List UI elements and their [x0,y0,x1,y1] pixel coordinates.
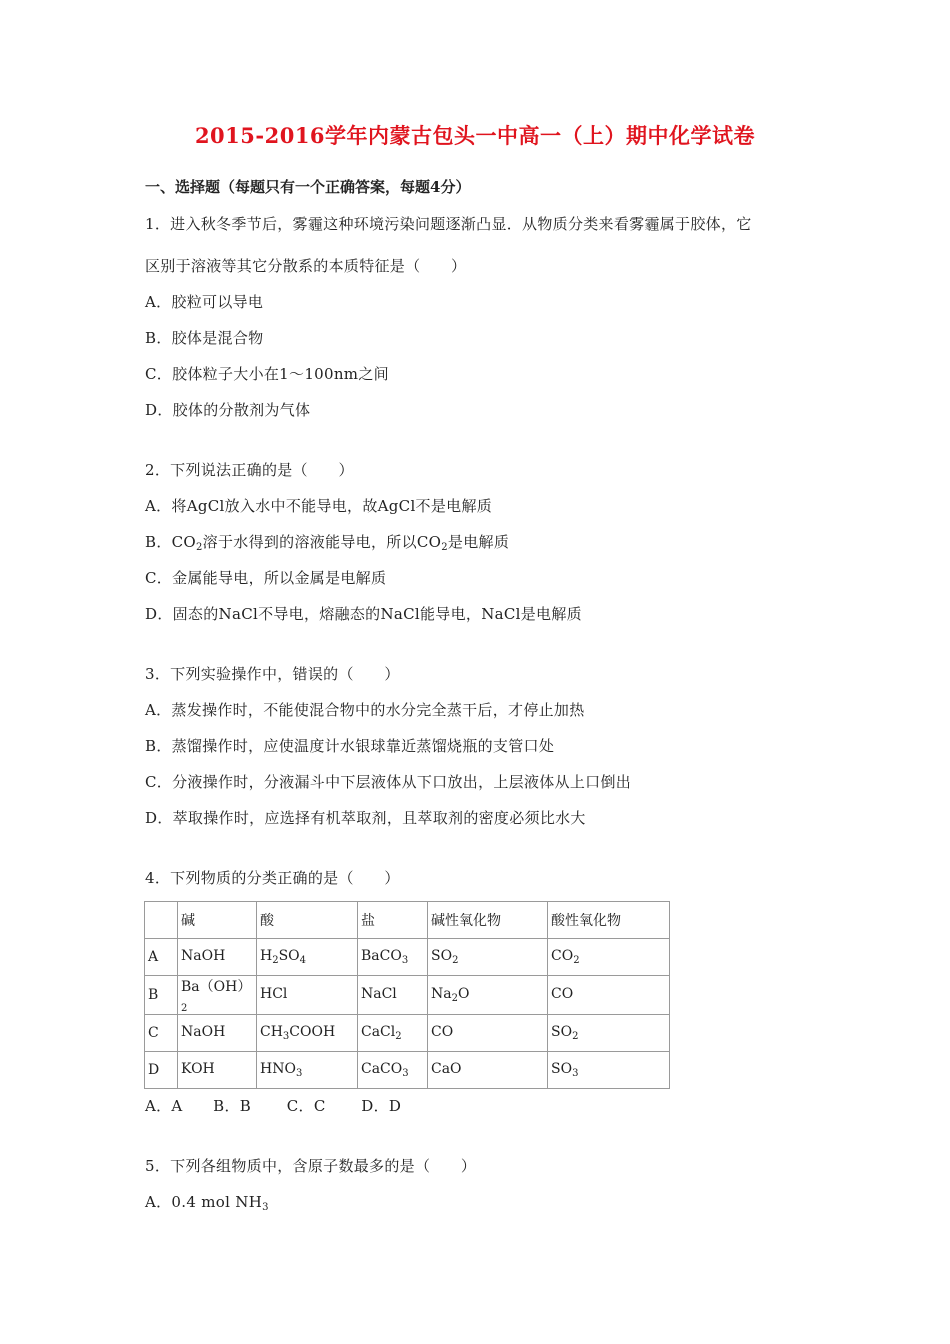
cell-base: $Ba(OH)_2$ [178,976,257,1015]
table-row [145,976,670,1015]
cell-salt: CaCl$_2$ [358,1015,428,1052]
cell-acidic-oxide: $SO_2$ [548,1015,670,1052]
q3-stem: 3．下列实验操作中，错误的（ ） [145,665,400,683]
header-cell [145,902,178,939]
q4-answer-options: A．A B．B C．C D．D [145,1097,402,1115]
header-cell: 碱 [178,902,257,939]
q3-option-c: C．分液操作时，分液漏斗中下层液体从下口放出，上层液体从上口倒出 [145,773,632,791]
cell-acid: $H_2SO_4$ [257,939,358,976]
classification-table [144,901,670,1089]
q1-stem-line2: 区别于溶液等其它分散系的本质特征是（ ） [145,257,467,275]
q1-option-a: A．胶粒可以导电 [145,293,264,311]
q3-option-a: A．蒸发操作时，不能使混合物中的水分完全蒸干后，才停止加热 [145,701,585,719]
cell-basic-oxide: $Na_2O$ [428,976,548,1015]
q1-option-c: C．胶体粒子大小在1～100nm之间 [145,365,389,383]
table-row [145,939,670,976]
q4-stem: 4．下列物质的分类正确的是（ ） [145,869,400,887]
q2-stem: 2．下列说法正确的是（ ） [145,461,354,479]
header-cell: 酸 [257,902,358,939]
row-label: B [145,976,178,1015]
q3-option-d: D．萃取操作时，应选择有机萃取剂，且萃取剂的密度必须比水大 [145,809,586,827]
cell-salt: NaCl [358,976,428,1015]
q5-option-a: A．0.4 mol $NH_3$ [145,1193,269,1213]
header-cell: 盐 [358,902,428,939]
cell-base: NaOH [178,1015,257,1052]
cell-acid: $CH_3COOH$ [257,1015,358,1052]
q3-option-b: B．蒸馏操作时，应使温度计水银球靠近蒸馏烧瓶的支管口处 [145,737,555,755]
row-label: D [145,1052,178,1089]
table-header-row [145,902,670,939]
q2-option-b: B．$CO_2$溶于水得到的溶液能导电，所以$CO_2$是电解质 [145,533,510,553]
q2-option-a: A．将AgCl放入水中不能导电，故AgCl不是电解质 [145,497,493,515]
cell-salt: CaCO$_3$ [358,1052,428,1089]
q2-option-c: C．金属能导电，所以金属是电解质 [145,569,387,587]
cell-acidic-oxide: $SO_3$ [548,1052,670,1089]
cell-acid: HCl [257,976,358,1015]
cell-basic-oxide: CaO [428,1052,548,1089]
cell-acid: $HNO_3$ [257,1052,358,1089]
cell-base: KOH [178,1052,257,1089]
header-cell: 酸性氧化物 [548,902,670,939]
section-heading: 一、选择题（每题只有一个正确答案，每题4分） [145,178,471,196]
cell-acidic-oxide: $CO_2$ [548,939,670,976]
table-row [145,1052,670,1089]
header-cell: 碱性氧化物 [428,902,548,939]
row-label: C [145,1015,178,1052]
table-row [145,1015,670,1052]
cell-acidic-oxide: CO [548,976,670,1015]
exam-title: 2015-2016学年内蒙古包头一中高一（上）期中化学试卷 [194,123,756,148]
cell-basic-oxide: CO [428,1015,548,1052]
cell-salt: BaCO$_3$ [358,939,428,976]
q1-option-b: B．胶体是混合物 [145,329,264,347]
cell-base: NaOH [178,939,257,976]
row-label: A [145,939,178,976]
q1-stem-line1: 1．进入秋冬季节后，雾霾这种环境污染问题逐渐凸显．从物质分类来看雾霾属于胶体，它 [145,215,752,233]
cell-basic-oxide: $SO_2$ [428,939,548,976]
q2-option-d: D．固态的NaCl不导电，熔融态的NaCl能导电，NaCl是电解质 [145,605,582,623]
q5-stem: 5．下列各组物质中，含原子数最多的是（ ） [145,1157,477,1175]
q1-option-d: D．胶体的分散剂为气体 [145,401,311,419]
